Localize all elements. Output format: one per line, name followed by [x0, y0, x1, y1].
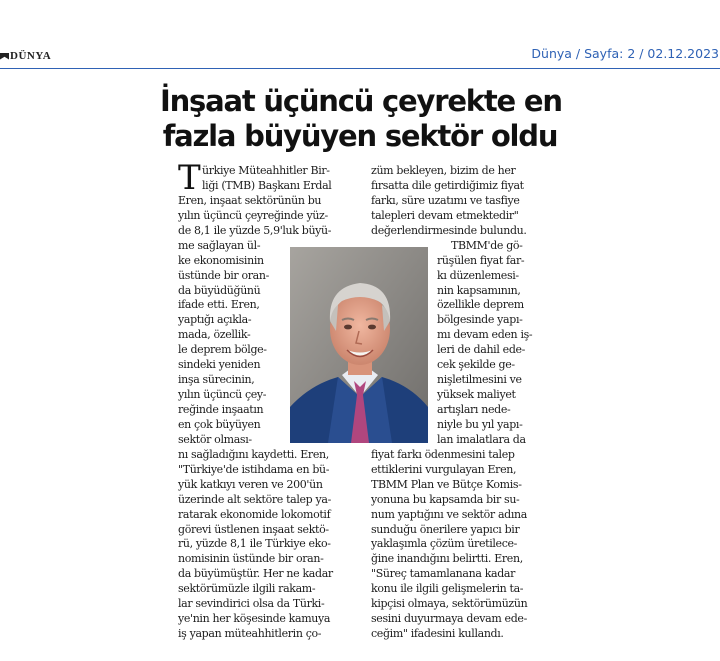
text-line: da büyümüştür. Her ne kadar: [178, 567, 333, 581]
text-line: bölgesinde yapı-: [437, 313, 523, 327]
text-line: liği (TMB) Başkanı Erdal: [202, 178, 332, 192]
text-line: de 8,1 ile yüzde 5,9'luk büyü-: [178, 223, 332, 237]
text-line: nı sağladığını kaydetti. Eren,: [178, 447, 329, 461]
text-line: üstünde bir oran-: [178, 268, 269, 282]
text-line: kipçisi olmaya, sektörümüzün: [371, 597, 528, 611]
text-line: leri de dahil ede-: [437, 343, 526, 357]
text-line: niyle bu yıl yapı-: [437, 417, 523, 431]
text-line: ratarak ekonomide lokomotif: [178, 507, 331, 521]
portrait-photo: [290, 247, 428, 443]
text-line: le deprem bölge-: [178, 343, 267, 357]
headline-line: İnşaat üçüncü çeyrekte en: [160, 84, 562, 118]
text-line: yılın üçüncü çey-: [178, 388, 267, 402]
portrait-illustration: [290, 247, 428, 443]
text-line: num yaptığını ve sektör adına: [371, 507, 527, 521]
text-line: ürkiye Müteahhitler Bir-: [202, 164, 330, 177]
header-divider: [0, 68, 720, 69]
headline-line: fazla büyüyen sektör oldu: [162, 119, 558, 153]
text-line: özellikle deprem: [437, 298, 524, 312]
text-line: "Süreç tamamlanana kadar: [371, 567, 516, 581]
text-line: üzerinde alt sektöre talep ya-: [178, 492, 331, 506]
text-line: sektörümüzle ilgili rakam-: [178, 582, 316, 596]
text-line: nişletilmesini ve: [437, 373, 522, 387]
text-line: ğine inandığını belirtti. Eren,: [371, 552, 523, 566]
text-line: ke ekonomisinin: [178, 253, 264, 267]
text-line: fırsatta dile getirdiğimiz fiyat: [371, 178, 524, 192]
text-line: lar sevindirici olsa da Türki-: [178, 597, 325, 611]
text-line: görevi üstlenen inşaat sektö-: [178, 522, 329, 536]
text-line: ceğim" ifadesini kullandı.: [371, 627, 504, 641]
text-line: ifade etti. Eren,: [178, 298, 260, 312]
newspaper-logo: [0, 49, 51, 63]
text-line: me sağlayan ül-: [178, 238, 261, 252]
text-line: "Türkiye'de istihdama en bü-: [178, 462, 330, 476]
text-line: Eren, inşaat sektörünün bu: [178, 193, 322, 207]
text-line: rüşülen fiyat far-: [437, 253, 525, 267]
text-line: TBMM Plan ve Bütçe Komis-: [371, 477, 522, 491]
text-line: yaklaşımla çözüm üretilece-: [371, 537, 518, 551]
text-line: iş yapan müteahhitlerin ço-: [178, 627, 322, 641]
text-line: konu ile ilgili gelişmelerin ta-: [371, 582, 524, 596]
text-line: mada, özellik-: [178, 328, 251, 342]
text-line: reğinde inşaatın: [178, 403, 264, 416]
text-line: mı devam eden iş-: [437, 328, 533, 342]
text-line: değerlendirmesinde bulundu.: [371, 223, 527, 237]
text-line: lan imalatlara da: [437, 432, 526, 446]
logo-text: DÜNYA: [10, 50, 52, 62]
text-line: farkı, süre uzatımı ve tasfiye: [371, 193, 520, 207]
text-line: ye'nin her köşesinde kamuya: [178, 612, 331, 626]
text-line: ettiklerini vurgulayan Eren,: [371, 462, 517, 476]
drop-cap: T: [178, 158, 201, 198]
text-line: da büyüdüğünü: [178, 283, 261, 297]
text-line: yüksek maliyet: [437, 388, 516, 402]
text-line: TBMM'de gö-: [451, 238, 523, 252]
dunya-logo-mark-icon: [0, 53, 9, 60]
masthead: [0, 0, 720, 70]
text-line: yılın üçüncü çeyreğinde yüz-: [178, 208, 328, 222]
text-line: sektör olması-: [178, 432, 252, 446]
text-line: sindeki yeniden: [178, 358, 261, 372]
text-line: artışları nede-: [437, 403, 511, 416]
text-line: talepleri devam etmektedir": [371, 208, 519, 222]
text-line: yonuna bu kapsamda bir su-: [371, 492, 520, 506]
source-info: Dünya / Sayfa: 2 / 02.12.2023: [531, 46, 719, 61]
text-line: rü, yüzde 8,1 ile Türkiye eko-: [178, 537, 331, 551]
text-line: sesini duyurmaya devam ede-: [371, 612, 527, 626]
text-line: nin kapsamının,: [437, 283, 521, 297]
article-headline: [160, 84, 560, 154]
text-line: fiyat farkı ödenmesini talep: [371, 447, 515, 461]
text-line: nomisinin üstünde bir oran-: [178, 552, 324, 566]
text-line: cek şekilde ge-: [437, 358, 515, 372]
text-line: inşa sürecinin,: [178, 373, 255, 387]
text-line: en çok büyüyen: [178, 417, 261, 431]
text-line: yük katkıyı veren ve 200'ün: [178, 477, 323, 491]
text-line: yaptığı açıkla-: [178, 313, 252, 327]
text-line: züm bekleyen, bizim de her: [371, 164, 516, 177]
text-line: kı düzenlemesi-: [437, 268, 519, 282]
text-line: sunduğu önerilere yapıcı bir: [371, 522, 520, 536]
